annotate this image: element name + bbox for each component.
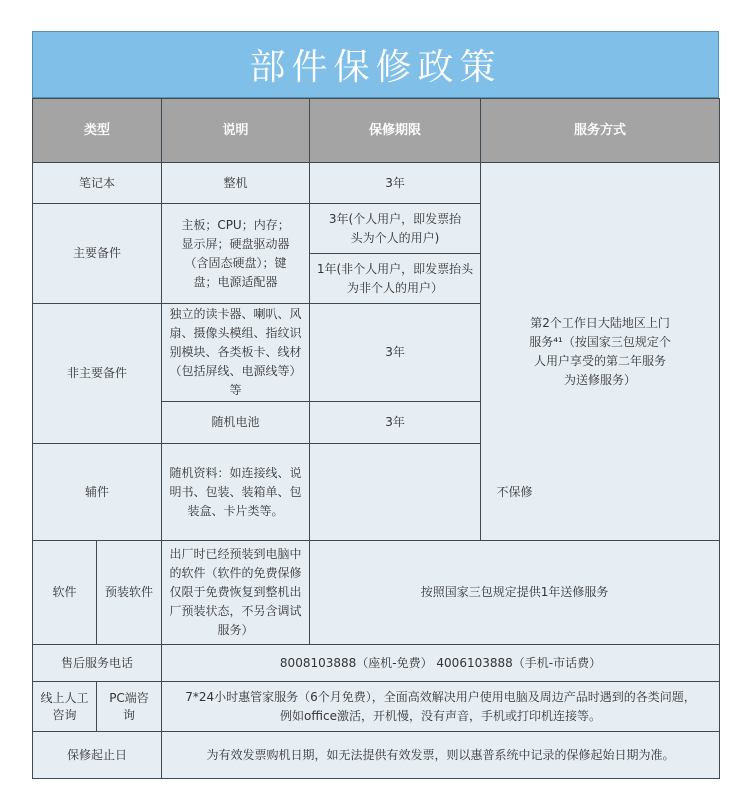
main-parts-desc: 主板；CPU；内存；显示屏；硬盘驱动器（含固态硬盘）；键盘；电源适配器 — [162, 204, 310, 304]
table-row — [33, 645, 720, 682]
start-date-value: 为有效发票购机日期，如无法提供有效发票，则以惠普系统中记录的保修起始日期为准。 — [162, 732, 720, 779]
software-desc: 出厂时已经预装到电脑中的软件（软件的免费保修仅限于免费恢复到整机出厂预装状态，不另含调试服务） — [162, 541, 310, 645]
main-parts-period-personal: 3年(个人用户，即发票抬头为个人的用户) — [310, 204, 481, 254]
accessories-warranty: 不保修 — [310, 444, 720, 541]
header-row — [33, 99, 720, 163]
main-parts-period-nonpersonal: 1年(非个人用户，即发票抬头为非个人的用户） — [310, 254, 481, 304]
online-value: 7*24小时惠管家服务（6个月免费），全面高效解决用户使用电脑及周边产品时遇到的各类问题，例如office激活，开机慢，没有声音，手机或打印机连接等。 — [162, 682, 720, 732]
software-policy: 按照国家三包规定提供1年送修服务 — [310, 541, 720, 645]
accessories-desc: 随机资料：如连接线、说明书、包装、装箱单、包装盒、卡片类等。 — [162, 444, 310, 541]
header-period: 保修期限 — [310, 99, 481, 163]
notebook-type: 笔记本 — [33, 163, 162, 204]
minor-parts-type: 非主要备件 — [33, 304, 162, 444]
header-service: 服务方式 — [481, 99, 720, 163]
notebook-period: 3年 — [310, 163, 481, 204]
online-label: 线上人工咨询 — [33, 682, 97, 732]
hotline-value: 8008103888（座机-免费） 4006103888（手机-市话费） — [162, 645, 720, 682]
accessories-type: 辅件 — [33, 444, 162, 541]
warranty-policy — [32, 31, 719, 779]
battery-period: 3年 — [310, 402, 481, 444]
page-title: 部件保修政策 — [249, 47, 502, 88]
start-date-label: 保修起止日 — [33, 732, 162, 779]
service-method: 第2个工作日大陆地区上门服务⁴¹（按国家三包规定个人用户享受的第二年服务为送修服务） — [481, 163, 720, 541]
notebook-desc: 整机 — [162, 163, 310, 204]
table-row — [33, 444, 720, 541]
software-subtype: 预装软件 — [97, 541, 162, 645]
table-row — [33, 682, 720, 732]
title-banner — [32, 31, 719, 98]
software-type: 软件 — [33, 541, 97, 645]
battery-desc: 随机电池 — [162, 402, 310, 444]
table-row — [33, 732, 720, 779]
hotline-label: 售后服务电话 — [33, 645, 162, 682]
online-sublabel: PC端咨询 — [97, 682, 162, 732]
minor-parts-period: 3年 — [310, 304, 481, 402]
header-description: 说明 — [162, 99, 310, 163]
header-type: 类型 — [33, 99, 162, 163]
main-parts-type: 主要备件 — [33, 204, 162, 304]
warranty-table — [32, 98, 720, 779]
table-row — [33, 163, 720, 204]
table-row — [33, 541, 720, 645]
minor-parts-desc: 独立的读卡器、喇叭、风扇、摄像头模组、指纹识别模块、各类板卡、线材（包括屏线、电源线等）等 — [162, 304, 310, 402]
